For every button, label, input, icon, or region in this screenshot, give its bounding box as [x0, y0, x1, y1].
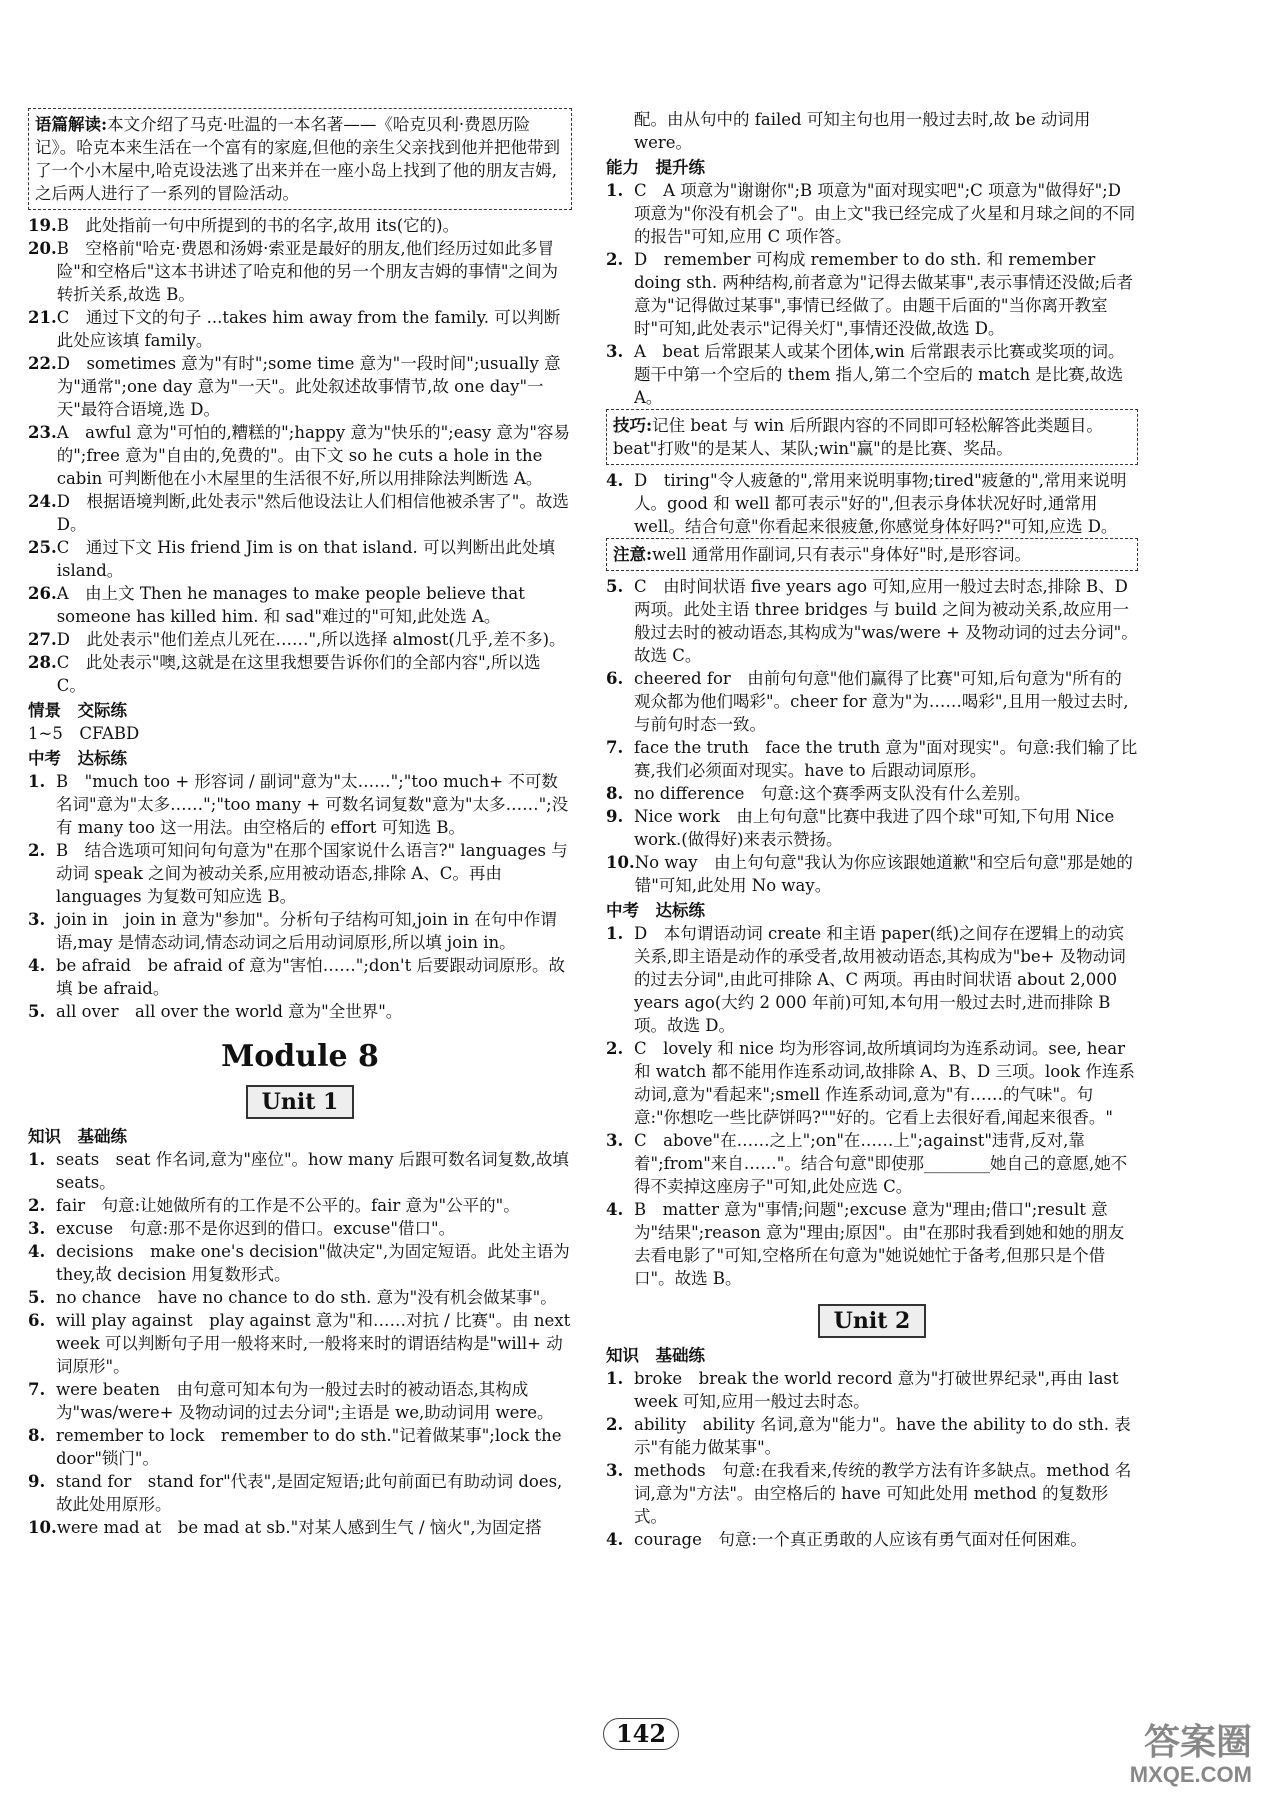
item-text: broke break the world record 意为"打破世界纪录",再由 last week 可知,应用一般过去时态。 [634, 1369, 1119, 1411]
answers-19-28 [28, 214, 572, 697]
unit-1-badge [28, 1085, 572, 1119]
item-number: 4. [28, 1242, 46, 1261]
item-text: cheered for 由前句句意"他们赢得了比赛"可知,后句意为"所有的观众都为他们喝彩"。cheer for 意为"为……喝彩",且用一般过去时,与前句时态一致。 [634, 669, 1129, 734]
list-item [28, 954, 572, 1000]
note-label: 注意: [613, 545, 653, 564]
item-text: D 此处表示"他们差点儿死在……",所以选择 almost(几乎,差不多)。 [56, 630, 566, 649]
item-text: B 结合选项可知问句句意为"在那个国家说什么语言?" languages 与动词 speak 之间为被动关系,应用被动语态,排除 A、C。再由 languages 为复数可知应选 B。 [56, 841, 568, 906]
list-item [606, 805, 1138, 851]
item-number: 2. [606, 1039, 624, 1058]
list-item [606, 1413, 1138, 1459]
list-item [28, 1286, 572, 1309]
item-number: 25. [28, 538, 57, 557]
item-text: no chance have no chance to do sth. 意为"没有机会做某事"。 [56, 1288, 557, 1307]
item-text: ability ability 名词,意为"能力"。have the ability to do sth. 表示"有能力做某事"。 [634, 1415, 1131, 1457]
item-text: C above"在……之上";on"在……上";against"违背,反对,靠着";from"来自……"。结合句意"即使那________她自己的意愿,她不得不卖掉这座房子"可知,此处应选 C。 [634, 1131, 1128, 1196]
list-item [28, 908, 572, 954]
list-item [28, 1516, 572, 1539]
item-number: 24. [28, 492, 57, 511]
watermark-logo [1130, 1722, 1252, 1788]
analysis-label: 语篇解读: [35, 115, 108, 134]
list-item [28, 490, 572, 536]
item-text: D tiring"令人疲惫的",常用来说明事物;tired"疲惫的",常用来说明人。good 和 well 都可表示"好的",但表示身体状况好时,通常用 well。结合句意"你看起来很疲惫,你感觉身体好吗?"可知,应选 D。 [634, 471, 1127, 536]
section-heading-zhishi-2: 知识 基础练 [606, 1346, 705, 1365]
item-number: 2. [606, 1415, 624, 1434]
list-item [606, 1367, 1138, 1413]
item-text: C 此处表示"噢,这就是在这里我想要告诉你们的全部内容",所以选 C。 [56, 653, 541, 695]
item-number: 6. [28, 1311, 46, 1330]
list-item [28, 1148, 572, 1194]
list-item [28, 214, 572, 237]
list-item [28, 839, 572, 908]
page-number-badge [0, 1718, 1282, 1750]
item-text: A awful 意为"可怕的,糟糕的";happy 意为"快乐的";easy 意为"容易的";free 意为"自由的,免费的"。由下文 so he cuts a hole in the cabin 可判断他在小木屋里的生活很不好,所以用排除法判断选 A。 [56, 423, 570, 488]
item-text: be afraid be afraid of 意为"害怕……";don't 后要跟动词原形。故填 be afraid。 [56, 956, 565, 998]
item-number: 27. [28, 630, 57, 649]
analysis-text: 本文介绍了马克·吐温的一本名著——《哈克贝利·费恩历险记》。哈克本来生活在一个富有的家庭,但他的亲生父亲找到他并把他带到了一个小木屋中,哈克设法逃了出来并在一座小岛上找到了他的朋友吉姆,之后两人进行了一系列的冒险活动。 [35, 115, 560, 203]
item-number: 10. [28, 1518, 57, 1537]
item-text: were mad at be mad at sb."对某人感到生气 / 恼火",为固定搭 [56, 1518, 542, 1537]
list-item [28, 1000, 572, 1023]
item-text: seats seat 作名词,意为"座位"。how many 后跟可数名词复数,故填 seats。 [56, 1150, 569, 1192]
section-heading-zhongkao-2: 中考 达标练 [606, 901, 705, 920]
list-item [606, 179, 1138, 248]
list-item [28, 536, 572, 582]
item-text: No way 由上句句意"我认为你应该跟她道歉"和空后句意"那是她的错"可知,此处用 No way。 [634, 853, 1133, 895]
item-number: 20. [28, 239, 57, 258]
item-text: were beaten 由句意可知本句为一般过去时的被动语态,其构成为"was/were+ 及物动词的过去分词";主语是 we,助动词用 were。 [56, 1380, 554, 1422]
item-text: C 通过下文的句子 ...takes him away from the family. 可以判断此处应该填 family。 [56, 308, 561, 350]
list-item [606, 1129, 1138, 1198]
item-text: join in join in 意为"参加"。分析句子结构可知,join in 在句中作谓语,may 是情态动词,情态动词之后用动词原形,所以填 join in。 [56, 910, 557, 952]
item-number: 28. [28, 653, 57, 672]
watermark-top: 答案圈 [1143, 1721, 1252, 1762]
section-heading-jiaoji: 情景 交际练 [28, 701, 127, 720]
unit-1-title: Unit 1 [246, 1085, 355, 1119]
item-number: 3. [28, 910, 46, 929]
answers-zhongkao [28, 770, 572, 1023]
list-item [606, 248, 1138, 340]
item-number: 6. [606, 669, 624, 688]
unit-2-title: Unit 2 [818, 1304, 927, 1338]
item-number: 4. [606, 471, 624, 490]
item-number: 19. [28, 216, 57, 235]
item-number: 10. [606, 853, 635, 872]
item-number: 3. [606, 1461, 624, 1480]
section-heading-zhongkao: 中考 达标练 [28, 749, 127, 768]
module-title: Module 8 [221, 1039, 379, 1074]
item-number: 1. [28, 772, 46, 791]
item-number: 23. [28, 423, 57, 442]
item-number: 1. [606, 181, 624, 200]
item-number: 3. [28, 1219, 46, 1238]
item-number: 4. [606, 1530, 624, 1549]
item-text: B 此处指前一句中所提到的书的名字,故用 its(它的)。 [56, 216, 460, 235]
item-text: will play against play against 意为"和……对抗 / 比赛"。由 next week 可以判断句子用一般将来时,一般将来时的谓语结构是"will+ 动词原形"。 [56, 1311, 571, 1376]
item-text: fair 句意:让她做所有的工作是不公平的。fair 意为"公平的"。 [56, 1196, 520, 1215]
item-text: D 本句谓语动词 create 和主语 paper(纸)之间存在逻辑上的动宾关系,即主语是动作的承受者,故用被动语态,其构成为"be+ 及物动词的过去分词",由此可排除 A、C 两项。再由时间状语 about 2,000 years ago(大约 2 000 年前)可知,本句用一般过去时,进而排除 B 项。故选 D。 [634, 924, 1126, 1035]
tip-label: 技巧: [613, 416, 653, 435]
item-text: B 空格前"哈克·费恩和汤姆·索亚是最好的朋友,他们经历过如此多冒险"和空格后"这本书讲述了哈克和他的另一个朋友吉姆的事情"之间为转折关系,故选 B。 [56, 239, 558, 304]
item-number: 9. [28, 1472, 46, 1491]
item-number: 1. [606, 1369, 624, 1388]
item-number: 1. [606, 924, 624, 943]
note-text: well 通常用作副词,只有表示"身体好"时,是形容词。 [652, 545, 1031, 564]
unit-2-badge [606, 1304, 1138, 1338]
section-heading-zhishi: 知识 基础练 [28, 1127, 127, 1146]
item-text: A beat 后常跟某人或某个团体,win 后常跟表示比赛或奖项的词。题干中第一个空后的 them 指人,第二个空后的 match 是比赛,故选 A。 [634, 342, 1125, 407]
item-text: decisions make one's decision"做决定",为固定短语。此处主语为 they,故 decision 用复数形式。 [56, 1242, 570, 1284]
list-item [28, 770, 572, 839]
section-heading-nengli: 能力 提升练 [606, 158, 705, 177]
item-number: 5. [28, 1002, 46, 1021]
item-number: 1. [28, 1150, 46, 1169]
list-item [28, 628, 572, 651]
item-number: 8. [28, 1426, 46, 1445]
note-box [606, 538, 1138, 571]
item-number: 4. [606, 1200, 624, 1219]
item-text: methods 句意:在我看来,传统的教学方法有许多缺点。method 名词,意为"方法"。由空格后的 have 可知此处用 method 的复数形式。 [634, 1461, 1132, 1526]
list-item [28, 1194, 572, 1217]
list-item [606, 736, 1138, 782]
jiaoji-answer: 1~5 CFABD [28, 724, 140, 743]
tip-box [606, 409, 1138, 465]
list-item [28, 1378, 572, 1424]
list-item [28, 1470, 572, 1516]
item-text: excuse 句意:那不是你迟到的借口。excuse"借口"。 [56, 1219, 456, 1238]
list-item [606, 922, 1138, 1037]
answers-nengli-1-3 [606, 179, 1138, 409]
item-number: 3. [606, 342, 624, 361]
continuation-text: 配。由从句中的 failed 可知主句也用一般过去时,故 be 动词用 were。 [634, 110, 1091, 152]
list-item [28, 1309, 572, 1378]
item-number: 5. [28, 1288, 46, 1307]
item-text: C 由时间状语 five years ago 可知,应用一般过去时态,排除 B、D 两项。此处主语 three bridges 与 build 之间为被动关系,故应用一般过去时的被动语态,其构成为"was/were + 及物动词的过去分词"。故选 C。 [634, 577, 1138, 665]
item-text: Nice work 由上句句意"比赛中我进了四个球"可知,下句用 Nice work.(做得好)来表示赞扬。 [634, 807, 1115, 849]
list-item [28, 237, 572, 306]
item-number: 3. [606, 1131, 624, 1150]
list-item [28, 582, 572, 628]
watermark-bottom: MXQE.COM [1129, 1762, 1252, 1787]
left-column [28, 108, 572, 1539]
item-number: 8. [606, 784, 624, 803]
item-number: 26. [28, 584, 57, 603]
item-text: D sometimes 意为"有时";some time 意为"一段时间";usually 意为"通常";one day 意为"一天"。此处叙述故事情节,故 one day"一天"最符合语境,选 D。 [56, 354, 561, 419]
item-number: 2. [28, 1196, 46, 1215]
list-item [606, 469, 1138, 538]
analysis-box [28, 108, 572, 210]
answers-nengli-5-10 [606, 575, 1138, 897]
list-item [606, 667, 1138, 736]
list-item [606, 782, 1138, 805]
list-item [606, 1528, 1138, 1551]
answers-unit2 [606, 1367, 1138, 1551]
item-text: B matter 意为"事情;问题";excuse 意为"理由;借口";result 意为"结果";reason 意为"理由;原因"。由"在那时我看到她和她的朋友去看电影了"可知,空格所在句意为"她说她忙于备考,但那只是个借口"。故选 B。 [634, 1200, 1125, 1288]
item-text: courage 句意:一个真正勇敢的人应该有勇气面对任何困难。 [634, 1530, 1087, 1549]
item-text: C 通过下文 His friend Jim is on that island. 可以判断出此处填 island。 [56, 538, 556, 580]
item-number: 2. [28, 841, 46, 860]
item-number: 4. [28, 956, 46, 975]
item-number: 21. [28, 308, 57, 327]
list-item [606, 575, 1138, 667]
item-number: 7. [28, 1380, 46, 1399]
page-number: 142 [603, 1718, 679, 1750]
list-item [606, 1198, 1138, 1290]
item-text: face the truth face the truth 意为"面对现实"。句意:我们输了比赛,我们必须面对现实。have to 后跟动词原形。 [634, 738, 1138, 780]
item-number: 2. [606, 250, 624, 269]
item-text: all over all over the world 意为"全世界"。 [56, 1002, 403, 1021]
right-column [606, 108, 1138, 1551]
item-text: C A 项意为"谢谢你";B 项意为"面对现实吧";C 项意为"做得好";D 项意为"你没有机会了"。由上文"我已经完成了火星和月球之间的不同的报告"可知,应用 C 项作答。 [634, 181, 1136, 246]
list-item [606, 851, 1138, 897]
item-text: D remember 可构成 remember to do sth. 和 remember doing sth. 两种结构,前者意为"记得去做某事",表示事情还没做;后者意为"记得做过某事",事情已经做了。由题干后面的"当你离开教室时"可知,此处表示"记得关灯",事情还没做,故选 D。 [634, 250, 1134, 338]
tip-text: 记住 beat 与 win 后所跟内容的不同即可轻松解答此类题目。beat"打败"的是某人、某队;win"赢"的是比赛、奖品。 [613, 416, 1103, 458]
list-item [28, 1424, 572, 1470]
item-number: 22. [28, 354, 57, 373]
item-text: no difference 句意:这个赛季两支队没有什么差别。 [634, 784, 1031, 803]
list-item [28, 421, 572, 490]
item-text: C lovely 和 nice 均为形容词,故所填词均为连系动词。see, hear 和 watch 都不能用作连系动词,故排除 A、B、D 三项。look 作连系动词,意为"看起来";smell 作连系动词,意为"有……的气味"。句意:"你想吃一些比萨饼吗?""好的。它看上去很好看,闻起来很香。" [634, 1039, 1135, 1127]
item-text: B "much too + 形容词 / 副词"意为"太……";"too much+ 不可数名词"意为"太多……";"too many + 可数名词复数"意为"太多……";没有 many too 这一用法。由空格后的 effort 可知选 B。 [56, 772, 569, 837]
list-item [606, 1037, 1138, 1129]
list-item [28, 651, 572, 697]
list-item [28, 1240, 572, 1286]
list-item [606, 1459, 1138, 1528]
list-item [606, 340, 1138, 409]
list-item [28, 1217, 572, 1240]
answers-zhongkao-2 [606, 922, 1138, 1290]
answers-unit1 [28, 1148, 572, 1539]
item-text: remember to lock remember to do sth."记着做某事";lock the door"锁门"。 [56, 1426, 562, 1468]
item-text: A 由上文 Then he manages to make people believe that someone has killed him. 和 sad"难过的"可知,此处选 A。 [56, 584, 525, 626]
item-number: 5. [606, 577, 624, 596]
item-number: 9. [606, 807, 624, 826]
item-number: 7. [606, 738, 624, 757]
list-item [28, 352, 572, 421]
item-text: D 根据语境判断,此处表示"然后他设法让人们相信他被杀害了"。故选 D。 [56, 492, 569, 534]
list-item [28, 306, 572, 352]
item-text: stand for stand for"代表",是固定短语;此句前面已有助动词 does,故此处用原形。 [56, 1472, 563, 1514]
